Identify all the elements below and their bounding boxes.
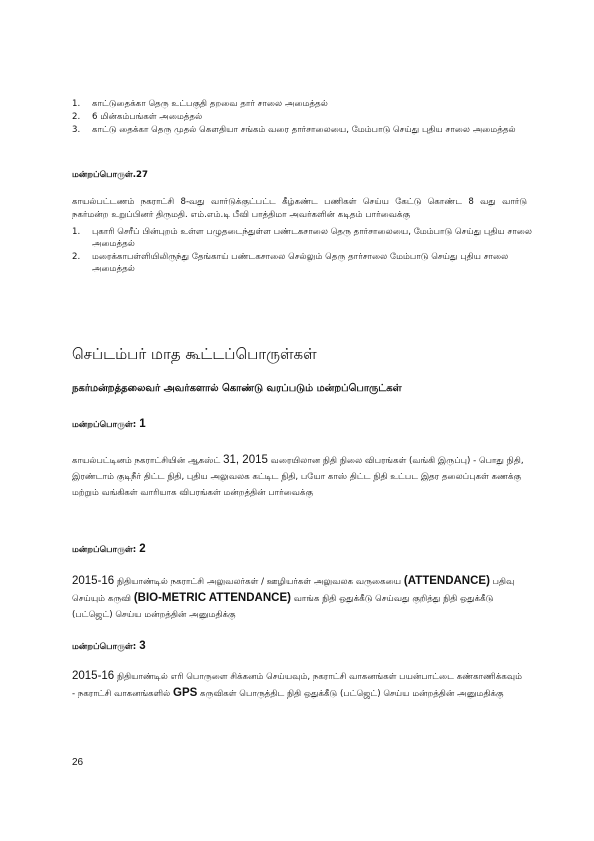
item-heading-label: மன்றப்பொருள்:: [72, 420, 137, 430]
list-number: 2.: [72, 252, 81, 262]
item-heading-label: மன்றப்பொருள்:: [72, 545, 137, 555]
item-1-paragraph: [72, 452, 527, 501]
list-text: மரைக்காபள்ளியிலிருந்து தேங்காய் பண்டகசாலை செல்லும் தெரு தார்சாலை மேம்பாடு செய்து புதிய சாலை அமைத்தல்: [92, 252, 509, 274]
paragraph-text: பதிவு செய்யும் கருவி: [72, 577, 515, 604]
list-item: [72, 98, 532, 110]
gps-term: GPS: [173, 687, 198, 699]
item-heading-number: 1: [139, 418, 146, 430]
paragraph-text: வரையிலான நிதி நிலை விபரங்கள் (வங்கி இருப்பு) - பொது நிதி, இரண்டாம் குடிநீர் திட்ட நிதி, புதிய அலுவலக கட்டிட நிதி, பயோ காஸ் திட்ட நிதி உட்பட இதர தலைப்புகள் கணக்கு மற்றும் வங்கிகள் வாரியாக விபரங்கள் மன்றத்தின் பார்வைக்கு: [72, 456, 524, 498]
paragraph-text: நிதியாண்டில் நகராட்சி அலுவலர்கள் / ஊழியர்கள் அலுவலக வருகையை: [116, 577, 402, 587]
year-text: 2015-16: [72, 575, 115, 587]
list-number: 1.: [72, 227, 81, 237]
paragraph-text: காயல்பட்டினம் நகராட்சியின் ஆகஸ்ட்: [72, 456, 221, 466]
biometric-term: (BIO-METRIC ATTENDANCE): [133, 592, 291, 604]
list-text: 6 மின்கம்பங்கள் அமைத்தல்: [92, 112, 203, 122]
attendance-term: (ATTENDANCE): [403, 575, 490, 587]
section-title: செப்டம்பர் மாத கூட்டப்பொருள்கள்: [72, 345, 317, 363]
item-2-heading: [72, 543, 146, 556]
section-subheading: நகர்மன்றத்தலைவர் அவர்களால் கொண்டு வரப்படும் மன்றப்பொருட்கள்: [72, 383, 402, 394]
list-item: [72, 251, 532, 275]
item-heading-number: 3: [139, 640, 146, 652]
list-item: [72, 124, 532, 136]
item-heading-label: மன்றப்பொருள்:: [72, 642, 137, 652]
item-27-list: [72, 226, 532, 276]
list-text: காட்டு தைக்கா தெரு முதல் கௌதியா சங்கம் வரை தார்சாலையை, மேம்பாடு செய்து புதிய சாலை அமைத்தல்: [92, 125, 516, 135]
page-number: 26: [72, 757, 84, 768]
paragraph-text: நிதியாண்டில் எரி பொருளை சிக்கனம் செய்யவும், நகராட்சி வாகனங்கள் பயன்பாட்டை கண்காணிக்கவும் - நகராட்சி வாகனங்களில்: [72, 672, 523, 699]
item-3-heading: [72, 640, 146, 653]
list-number: 1.: [72, 99, 81, 109]
item-1-heading: [72, 418, 146, 431]
item-heading-number: 2: [139, 543, 146, 555]
item-3-paragraph: [72, 668, 527, 702]
paragraph-text: வாங்க நிதி ஒதுக்கீடு செய்வது குறித்து நிதி ஒதுக்கீடு (பட்ஜெட்) செய்ய மன்றத்தின் அனுமதிக்கு: [72, 594, 494, 620]
list-item: [72, 226, 532, 250]
list-number: 3.: [72, 125, 81, 135]
paragraph-text: கருவிகள் பொருத்திட நிதி ஒதுக்கீடு (பட்ஜெட்) செய்ய மன்றத்தின் அனுமதிக்கு: [200, 689, 504, 699]
top-list: [72, 98, 532, 137]
item-2-paragraph: [72, 573, 527, 623]
list-item: [72, 111, 532, 123]
list-text: காட்டுதைக்கா தெரு உட்பகுதி தறவை தார் சாலை அமைத்தல்: [92, 99, 328, 109]
list-number: 2.: [72, 112, 81, 122]
date-text: 31, 2015: [223, 454, 268, 466]
list-text: புகாரி செரீப் பின்புறம் உள்ள பழுதடைந்துள்ள பண்டகசாலை தெரு தார்சாலையை, மேம்பாடு செய்து புதிய சாலை அமைத்தல்: [92, 227, 532, 249]
item-27-heading: மன்றப்பொருள்.27: [72, 170, 149, 180]
item-27-paragraph: காயல்பட்டணம் நகராட்சி 8-வது வார்டுக்குட்பட்ட கீழ்கண்ட பணிகள் செய்ய கேட்டு கொண்ட 8 வது வார்டு நகர்மன்ற உறுப்பினர் திருமதி. எம்.எம்.டி பீவி பாத்திமா அவர்களின் கடிதம் பார்வைக்கு: [72, 197, 527, 220]
year-text: 2015-16: [72, 670, 115, 682]
